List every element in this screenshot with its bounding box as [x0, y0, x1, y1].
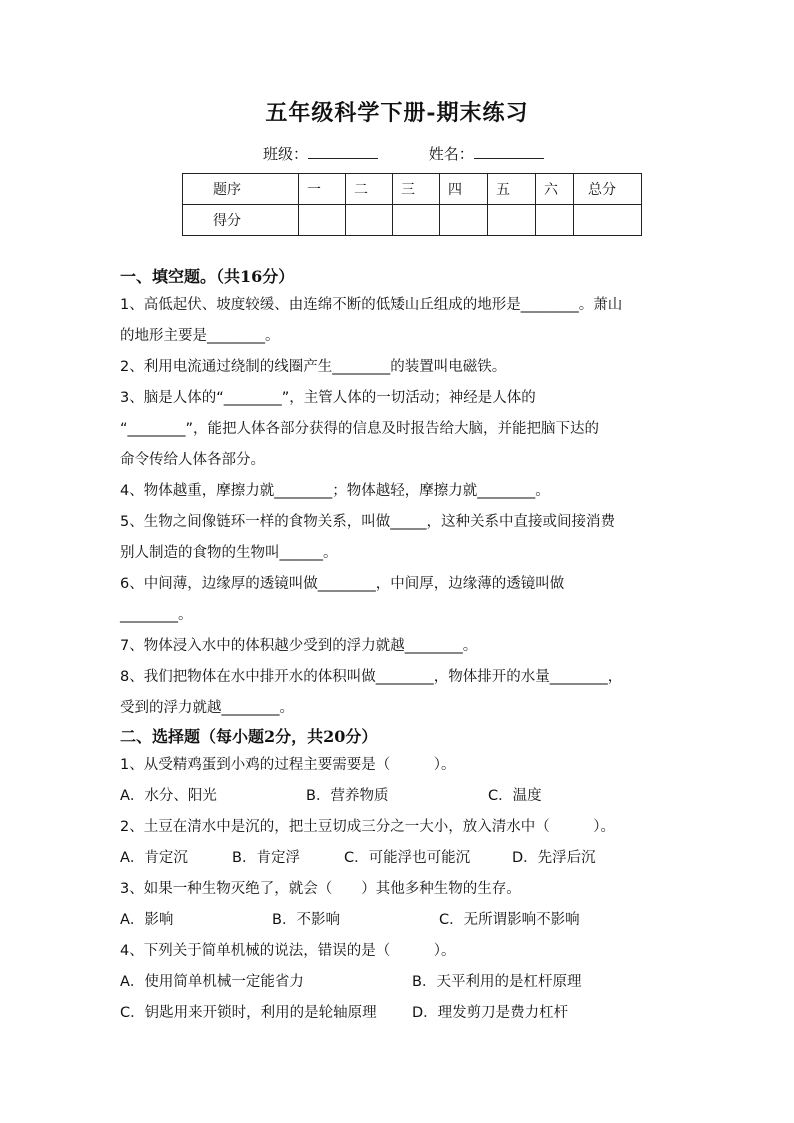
name-blank[interactable] — [474, 144, 544, 159]
header-cell: 二 — [346, 174, 393, 205]
score-cell[interactable] — [440, 205, 488, 236]
score-cell[interactable] — [299, 205, 346, 236]
option[interactable]: D．先浮后沉 — [512, 850, 596, 866]
option[interactable]: C．可能浮也可能沉 — [344, 850, 471, 866]
options-row — [120, 998, 676, 1029]
score-header-row — [183, 174, 642, 205]
question-line: 2、利用电流通过绕制的线圈产生________的装置叫电磁铁。 — [120, 359, 507, 375]
score-cell[interactable] — [488, 205, 536, 236]
option[interactable]: C．温度 — [488, 788, 542, 804]
score-cell[interactable] — [574, 205, 642, 236]
option[interactable]: A．使用简单机械一定能省力 — [120, 974, 304, 990]
option[interactable]: B．肯定浮 — [232, 850, 300, 866]
section-heading-fill: 一、填空题。（共16分） — [120, 267, 295, 286]
name-field — [429, 143, 544, 164]
question-line: 8、我们把物体在水中排开水的体积叫做________，物体排开的水量________， — [120, 669, 623, 685]
question-line: 命令传给人体各部分。 — [120, 452, 265, 468]
exam-content — [120, 264, 676, 1029]
header-cell: 四 — [440, 174, 488, 205]
header-cell: 六 — [536, 174, 574, 205]
question-line: 1、从受精鸡蛋到小鸡的过程主要需要是（ ）。 — [120, 757, 456, 773]
option[interactable]: C．无所谓影响不影响 — [439, 912, 580, 928]
score-cell[interactable] — [346, 205, 393, 236]
option[interactable]: A．水分、阳光 — [120, 788, 217, 804]
header-cell: 总分 — [574, 174, 642, 205]
header-cell: 一 — [299, 174, 346, 205]
question-line: 别人制造的食物的生物叫______。 — [120, 545, 338, 561]
question-line: 5、生物之间像链环一样的食物关系，叫做_____，这种关系中直接或间接消费 — [120, 514, 615, 530]
question-line: “________”，能把人体各部分获得的信息及时报告给大脑，并能把脑下达的 — [120, 421, 600, 437]
name-label: 姓名： — [428, 145, 474, 163]
options-row — [120, 905, 676, 936]
question-line: 的地形主要是________。 — [120, 328, 280, 344]
header-cell: 题序 — [183, 174, 299, 205]
option[interactable]: C．钥匙用来开锁时，利用的是轮轴原理 — [120, 1005, 377, 1021]
header-cell: 三 — [393, 174, 440, 205]
question-line: 7、物体浸入水中的体积越少受到的浮力就越________。 — [120, 638, 478, 654]
option[interactable]: B．天平利用的是杠杆原理 — [412, 974, 582, 990]
question-line: 受到的浮力就越________。 — [120, 700, 294, 716]
question-line: 2、土豆在清水中是沉的，把土豆切成三分之一大小，放入清水中（ ）。 — [120, 819, 615, 835]
question-line: 4、物体越重，摩擦力就________；物体越轻，摩擦力就________。 — [120, 483, 550, 499]
question-line: 1、高低起伏、坡度较缓、由连绵不断的低矮山丘组成的地形是________。萧山 — [120, 297, 623, 313]
question-line: 4、下列关于简单机械的说法，错误的是（ ）。 — [120, 943, 456, 959]
option[interactable]: B．不影响 — [272, 912, 340, 928]
option[interactable]: D．理发剪刀是费力杠杆 — [412, 1005, 569, 1021]
score-row — [183, 205, 642, 236]
question-line: 3、如果一种生物灭绝了，就会（ ）其他多种生物的生存。 — [120, 881, 521, 897]
score-cell[interactable] — [536, 205, 574, 236]
row-label-cell: 得分 — [183, 205, 299, 236]
option[interactable]: B．营养物质 — [306, 788, 389, 804]
page-title: 五年级科学下册-期末练习 — [265, 100, 529, 126]
class-label: 班级： — [263, 145, 309, 163]
student-info — [263, 143, 544, 164]
class-blank[interactable] — [308, 144, 378, 159]
class-field — [263, 143, 378, 164]
options-row — [120, 967, 676, 998]
score-cell[interactable] — [393, 205, 440, 236]
question-line: ________。 — [120, 607, 193, 623]
section-heading-choice: 二、选择题（每小题2分，共20分） — [120, 727, 378, 746]
question-line: 6、中间薄，边缘厚的透镜叫做________，中间厚，边缘薄的透镜叫做 — [120, 576, 565, 592]
options-row — [120, 781, 676, 812]
options-row — [120, 843, 676, 874]
score-table — [182, 173, 642, 236]
option[interactable]: A．肯定沉 — [120, 850, 188, 866]
option[interactable]: A．影响 — [120, 912, 174, 928]
question-line: 3、脑是人体的“________”，主管人体的一切活动；神经是人体的 — [120, 390, 536, 406]
header-cell: 五 — [488, 174, 536, 205]
